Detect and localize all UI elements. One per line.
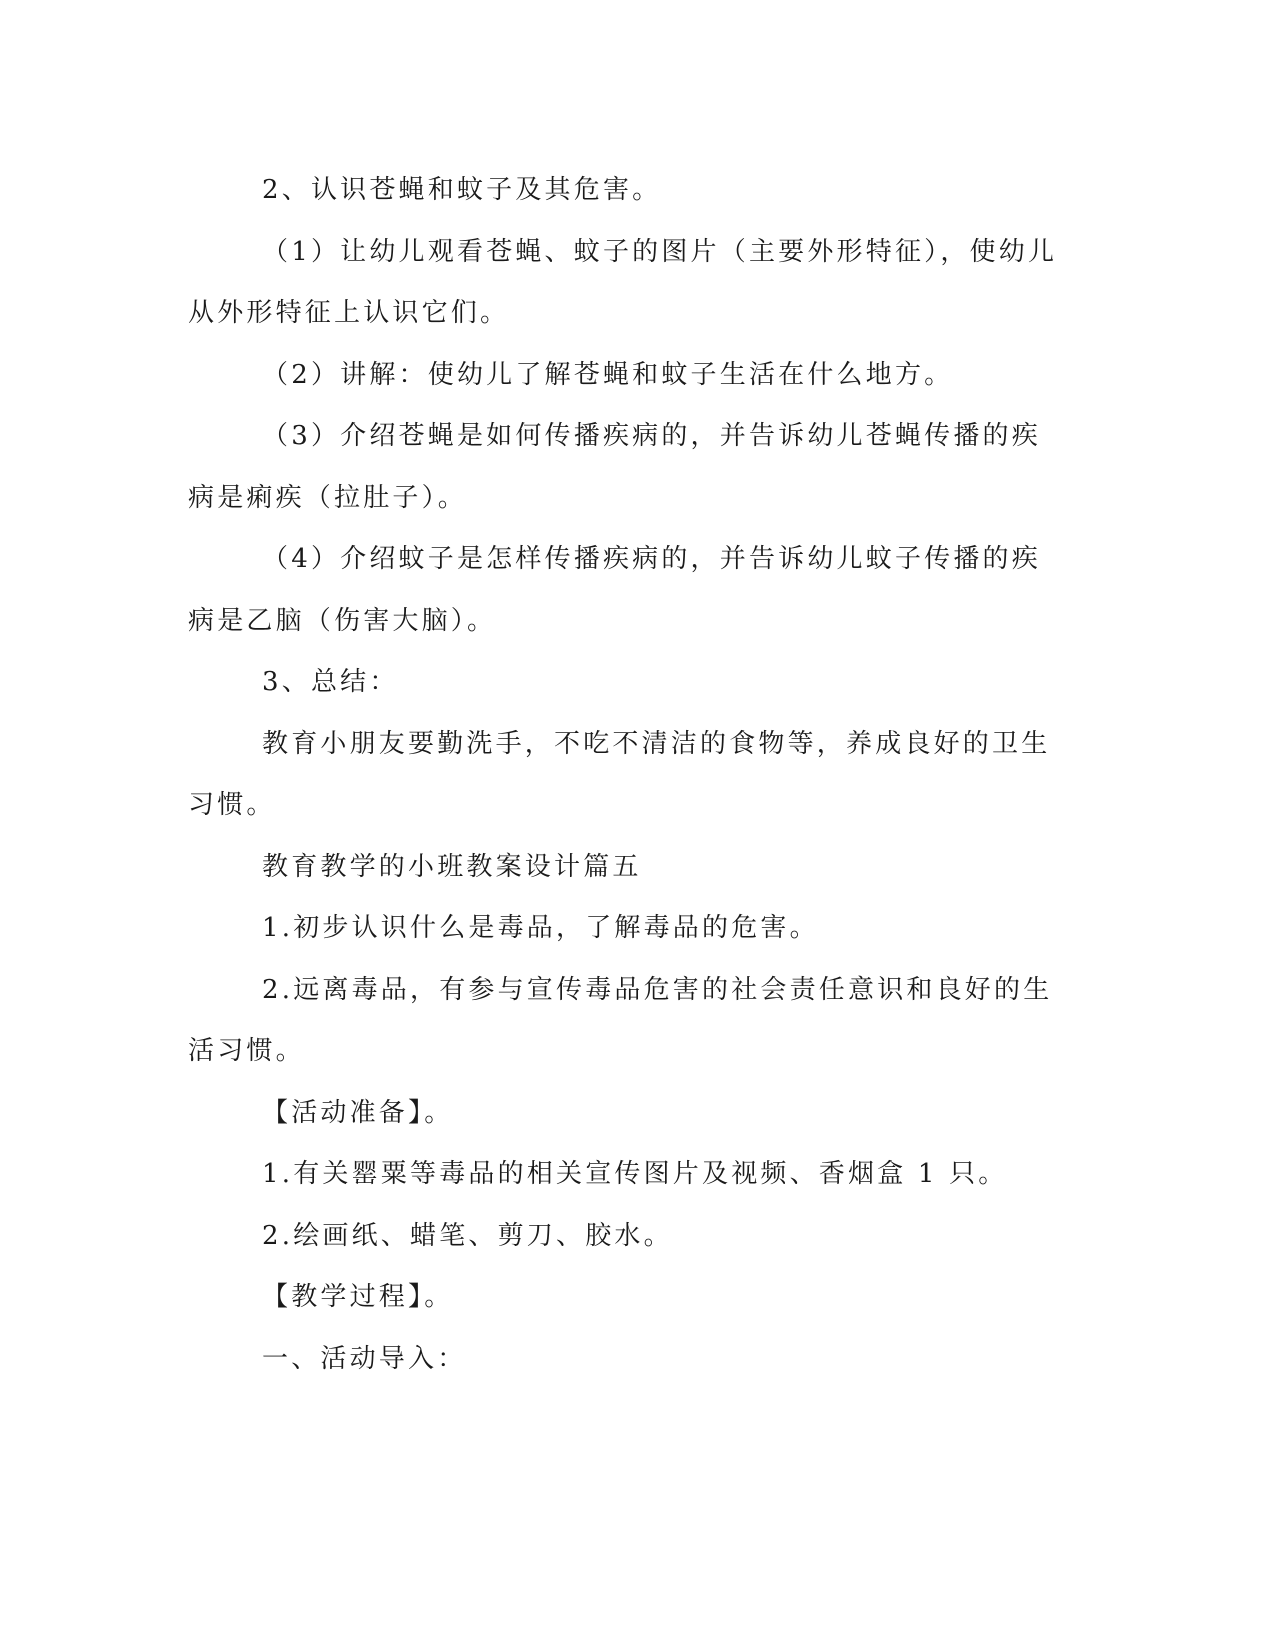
paragraph: 2.绘画纸、蜡笔、剪刀、胶水。 (262, 1220, 673, 1251)
paragraph-heading: 【活动准备】。 (262, 1097, 454, 1128)
paragraph: 2、认识苍蝇和蚊子及其危害。 (262, 175, 662, 205)
paragraph: 2.远离毒品，有参与宣传毒品危害的社会责任意识和良好的生活习惯。 (188, 974, 1053, 1066)
document-body (188, 160, 1068, 1390)
paragraph: （1）让幼儿观看苍蝇、蚊子的图片（主要外形特征），使幼儿从外形特征上认识它们。 (188, 236, 1058, 328)
section-title: 教育教学的小班教案设计篇五 (262, 851, 642, 882)
paragraph: 一、活动导入： (262, 1343, 467, 1374)
paragraph: 1.有关罂粟等毒品的相关宣传图片及视频、香烟盒 1 只。 (262, 1159, 1008, 1189)
paragraph: 3、总结： (262, 667, 399, 697)
paragraph: （4）介绍蚊子是怎样传播疾病的，并告诉幼儿蚊子传播的疾病是乙脑（伤害大脑）。 (188, 544, 1041, 636)
paragraph: 教育小朋友要勤洗手，不吃不清洁的食物等，养成良好的卫生习惯。 (188, 728, 1051, 820)
paragraph-heading: 【教学过程】。 (262, 1282, 454, 1312)
paragraph: 1.初步认识什么是毒品，了解毒品的危害。 (262, 913, 819, 943)
paragraph: （2）讲解：使幼儿了解苍蝇和蚊子生活在什么地方。 (262, 359, 954, 390)
paragraph: （3）介绍苍蝇是如何传播疾病的，并告诉幼儿苍蝇传播的疾病是痢疾（拉肚子）。 (188, 421, 1041, 513)
